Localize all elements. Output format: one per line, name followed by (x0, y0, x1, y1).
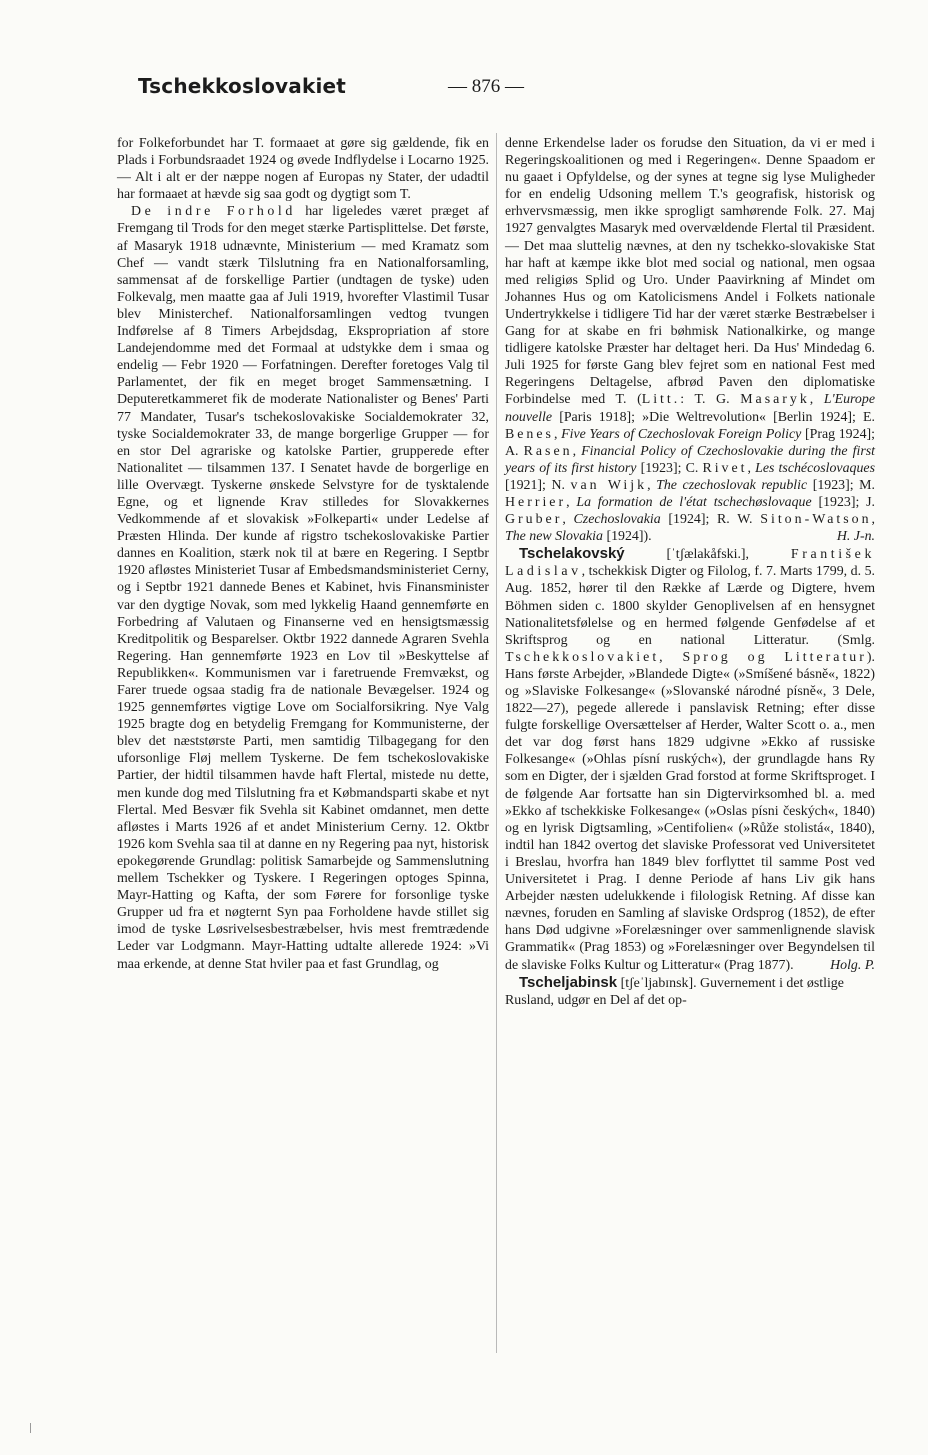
paragraph-text: [1923]; M. (807, 477, 875, 493)
author-name: Rasen (523, 443, 573, 459)
section-heading-spaced: De indre Forhold (131, 204, 296, 220)
paragraph-text: denne Erkendelse lader os forudse den Situation, da vi er med i Regeringskoalitionen og med i Regeringen«. Denne Spaadom er nu gaaet i Opfyldelse, og der synes at tegne sig lyse Muligheder for en endelig Udsoning mellem T.'s geografisk, historisk og erhvervsmæssig, men ikke sprogligt samhørende Folk. 27. Maj 1927 genvalgtes Masaryk med overvældende Flertal til Præsident. — Det maa sluttelig nævnes, at den ny tschekko-slovakiske Stat har haft at kæmpe ikke blot med social og national, men ogsaa med religiøs Splid og Uro. Under Paavirkning af Mindet om Johannes Hus og om Katolicismens Andel i Folkets nationale Undertrykkelse i tidligere Tid har der været stærke Bestræbelser i Gang for at skabe en fri bøhmisk Nationalkirke, og mange tidligere katolske Præster har deltaget heri. Da Hus' Mindedag 6. Juli 1925 for første Gang blev fejret som en national Fest med Regeringens Deltagelse, afbrød Paven den diplomatiske Forbindelse med T. ( (505, 136, 875, 408)
entry-text: Guvernement i det østlige Rusland, udgør en Del af det op- (505, 975, 844, 1008)
author-name: van Wijk (570, 477, 648, 493)
paragraph-text: har ligeledes været præget af Fremgang til Trods for den meget stærke Partisplittelse. Det første, af Masaryk 1918 udnævnte, Ministerium — med Kramatz som Chef — vandt stærk Tilslutning fra en Nationalforsamling, sammensat af de forskellige Partier (undtagen de tyske) uden Folkevalg, men maatte gaa af Juli 1919, hvorefter Vlastimil Tusar blev Ministerchef. Nationalforsamlingen vedtog tvungen Indførelse af 8 Timers Arbejdsdag, Ekspropriation af store Landejendomme med det Formaal at udstykke dem i smaa og endelig — Febr 1920 — Forfatningen. Derefter foretoges Valg til Parlamentet, der fik en meget broget Sammensætning. I Deputeretkammeret fik de moderate Nationalister og Benes' Parti 77 Mandater, Tusar's tschekoslovakiske Socialdemokrater 32, tyske Socialdemokrater 33, de mange borgerlige Grupper — for en stor Del agrariske og katolske Partier, grupperede efter Nationalitet — tilsammen 137. I Senatet havde de borgerlige en lille Overvægt. Tyskerne ønskede Selvstyre for de tysktalende Egne, og et lignende Krav stilledes for Slovakkernes Vedkommende af et slovakisk »Folkeparti« under Ledelse af Præsten Hlinda. Der kunde af rigstro tschekoslovakiske Partier dannes en Koalition, stærk nok til at bære en Regering. I Septbr 1920 afløstes Ministeriet Tusar af Embedsmandsministeriet Cerny, og i Septbr 1921 dannede Benes et Kabinet, hvis Finansminister var den dygtige Novak, som med lykkelig Haand gennemførte en Forbedring af Valutaen og Finanserne ved en hensigtsmæssig Kreditpolitik og Besparelser. Oktbr 1922 dannede Agraren Svehla Regering. Han gennemførte 1923 en Lov til »Beskyttelse af Republikken«. Kommunismen var i faretruende Fremvækst, og Farer truede ogsaa stadig fra de nationale Bevægelser. 1924 og 1925 gennemførtes vigtige Love om Socialforsikring. Nye Valg 1925 bragte dog en betydelig Fremgang for Kommunisterne, der blev det næststørste Parti, men samtidig Tilbagegang for den uforsonlige Fløj mellem Tyskerne. De fem tschekoslovakiske Partier, der hidtil tilsammen havde haft Flertal, mistede nu dette, men kunde dog med Tilslutning fra et Købmandsparti skabe et nyt Flertal. Med Besvær fik Svehla sit Kabinet omdannet, men dette afløstes i Marts 1926 af et andet Ministerium Cerny. 12. Oktbr 1926 kom Svehla saa til at danne en ny Regering paa nyt, historisk epokegørende Grundlag: politisk Samarbejde og Sammenslutning mellem Tschekker og Tyskere. I Regeringen optoges Spinna, Mayr-Hatting og Kafta, der som Førere for forsonlige tyske Grupper ud fra et nøgternt Syn paa Forholdene havde stillet sig imod de tyske Løsrivelsesbestræbelser, hvis mest fremtrædende Leder var Lodgmann. Mayr-Hatting udtalte allerede 1924: »Vi maa erkende, at denne Stat hviler paa et fast Grundlag, og (117, 204, 489, 972)
literature-label: Litt. (641, 392, 681, 408)
book-title: The czechoslovak republic (656, 477, 808, 493)
entry-headword: Tschelakovský (519, 545, 625, 563)
book-title: La formation de l'état tschechøslovaque (576, 494, 812, 510)
book-title: The new Slovakia (505, 529, 603, 545)
left-column (117, 135, 489, 973)
paragraph-text: [Paris 1918]; »Die Weltrevolution« [Berlin 1924]; E. (552, 409, 875, 425)
person-name-spaced: František Ladislav (505, 547, 875, 580)
author-name: Siton-Watson (760, 512, 872, 528)
pronunciation: [ˈtʃælakåfski.], (624, 547, 791, 563)
encyclopedia-entry (505, 974, 875, 1009)
paragraph-text: [Prag 1924]; A. (505, 426, 875, 459)
book-title: Les tschécoslovaques (755, 460, 875, 476)
paragraph-text: [1923]; C. (636, 460, 703, 476)
author-name: Gruber (505, 512, 563, 528)
paragraph: for Folkeforbundet har T. formaaet at gøre sig gældende, fik en Plads i Forbundsraadet 1924 og øvede Indflydelse i Locarno 1925. — Alt i alt er der næppe nogen af Europas ny Stater, der udadtil har formaaet at hævde sig saa godt og dygtigt som T. (117, 136, 489, 203)
entry-headword: Tscheljabinsk (519, 973, 618, 991)
author-name: Masaryk (740, 392, 810, 408)
paragraph-text: : T. G. (680, 392, 741, 408)
author-name: Herrier (505, 494, 567, 510)
column-divider (496, 133, 497, 1353)
author-name: Benes (505, 426, 554, 442)
margin-mark (30, 1423, 31, 1433)
book-title: L'Europe nouvelle (505, 392, 875, 425)
paragraph (117, 203, 489, 972)
paragraph: denne Erkendelse lader os forudse den Situation, da vi er med i Regeringskoalitionen og med i Regeringen«. Denne Spaadom er nu gaaet i Opfyldelse, og der synes at tegne sig lyse Muligheder for en endelig Udsoning mellem T.'s geografisk, historisk og erhvervsmæssig, men ikke sprogligt samhørende Folk. 27. Maj 1927 genvalgtes Masaryk med overvældende Flertal til Præsident. — Det maa sluttelig nævnes, at den ny tschekko-slovakiske Stat har haft at kæmpe ikke blot med social og national, men ogsaa med religiøs Splid og Uro. Under Paavirkning af Mindet om Johannes Hus og om Katolicismens Andel i Folkets nationale Undertrykkelse i tidligere Tid har der været stærke Bestræbelser i Gang for at skabe en fri bøhmisk Nationalkirke, og mange tidligere katolske Præster har deltaget heri. Da Hus' Mindedag 6. Juli 1925 for første Gang blev fejret som en national Fest med Regeringens Deltagelse, afbrød Paven den diplomatiske Forbindelse med T. (Litt.: T. G. Masaryk, L'Europe nouvelle [Paris 1918]; »Die Weltrevolution« [Berlin 1924]; E. Benes, Five Years of Czechoslovak Foreign Policy [Prag 1924]; A. Rasen, Financial Policy of Czechoslovakie during the first years of its first history [1923]; C. Rivet, Les tschécoslovaques [1921]; N. van Wijk, The czechoslovak republic [1923]; M. Herrier, La formation de l'état tschechøslovaque [1923]; J. Gruber, Czechoslovakia [1924]; R. W. Siton-Watson, The new Slovakia [1924]). H. J-n. (505, 136, 875, 545)
running-title: Tschekkoslovakiet (138, 74, 347, 98)
page-number: — 876 — (448, 76, 524, 97)
cross-reference: Tschekkoslovakiet, Sprog og Litteratur (505, 649, 867, 665)
paragraph-text: [1924]). (603, 529, 652, 545)
book-title: Financial Policy of Czechoslovakie during the first years of its first history (505, 443, 875, 476)
pronunciation: [tʃeˈljabɪnsk]. (617, 975, 701, 991)
author-signature: H. J-n. (836, 529, 875, 545)
right-column (505, 135, 875, 1009)
encyclopedia-entry (505, 545, 875, 973)
paragraph-text: [1924]; R. W. (660, 512, 761, 528)
running-header (0, 70, 928, 110)
paragraph-text: [1923]; J. (811, 494, 875, 510)
paragraph-text: [1921]; N. (505, 477, 571, 493)
book-title: Five Years of Czechoslovak Foreign Policy (561, 426, 802, 442)
entry-text: , tschekkisk Digter og Filolog, f. 7. Marts 1799, d. 5. Aug. 1852, hører til den Række af Lærde og Digtere, hvem Böhmen siden c. 1800 skylder Genoplivelsen af en hensygnet Nationalitetsfølelse og en hermed følgende Genfødelse af et Skriftsprog og en national Litteratur. (Smlg. (505, 564, 875, 648)
book-title: Czechoslovakia (573, 512, 661, 528)
author-name: Rivet (702, 460, 748, 476)
author-signature: Holg. P. (830, 957, 875, 973)
entry-text: ). Hans første Arbejder, »Blandede Digte« (»Smíšené básně«, 1822) og »Slaviske Folkesange« (»Slovanské národné písně«, 3 Dele, 1822—27), pegede allerede i panslavisk Retning; efter disse fulgte forskellige Oversættelser af Herder, Walter Scott o. a., men det var dog først hans 1829 udgivne »Ekko af russiske Folkesange« (»Ohlas písní ruských«), der grundlagde hans Ry som en Digter, der i sjælden Grad forstod at forme Skriftsproget. I de følgende Aar fortsatte han sin Digtervirksomhed bl. a. med »Ekko af tschekkiske Folkesange« (»Oslas písni českých«, 1840) og en lyrisk Digtsamling, »Centifolien« (»Růže stolistá«, 1840), indtil han 1842 overtog det slaviske Professorat ved Universitetet i Breslau, hvorfra han 1849 blev forflyttet til samme Post ved Universitetet i Prag. I denne Periode af hans Liv gik hans Arbejder næsten udelukkende i filologisk Retning. Af disse kan nævnes, foruden en Samling af slaviske Ordsprog (1852), de efter hans Død udgivne »Forelæsninger over sammenlignende slavisk Grammatik« (Prag 1853) og »Forelæsninger over Begyndelsen til de slaviske Folks Kultur og Litteratur« (Prag 1877). (505, 649, 875, 973)
